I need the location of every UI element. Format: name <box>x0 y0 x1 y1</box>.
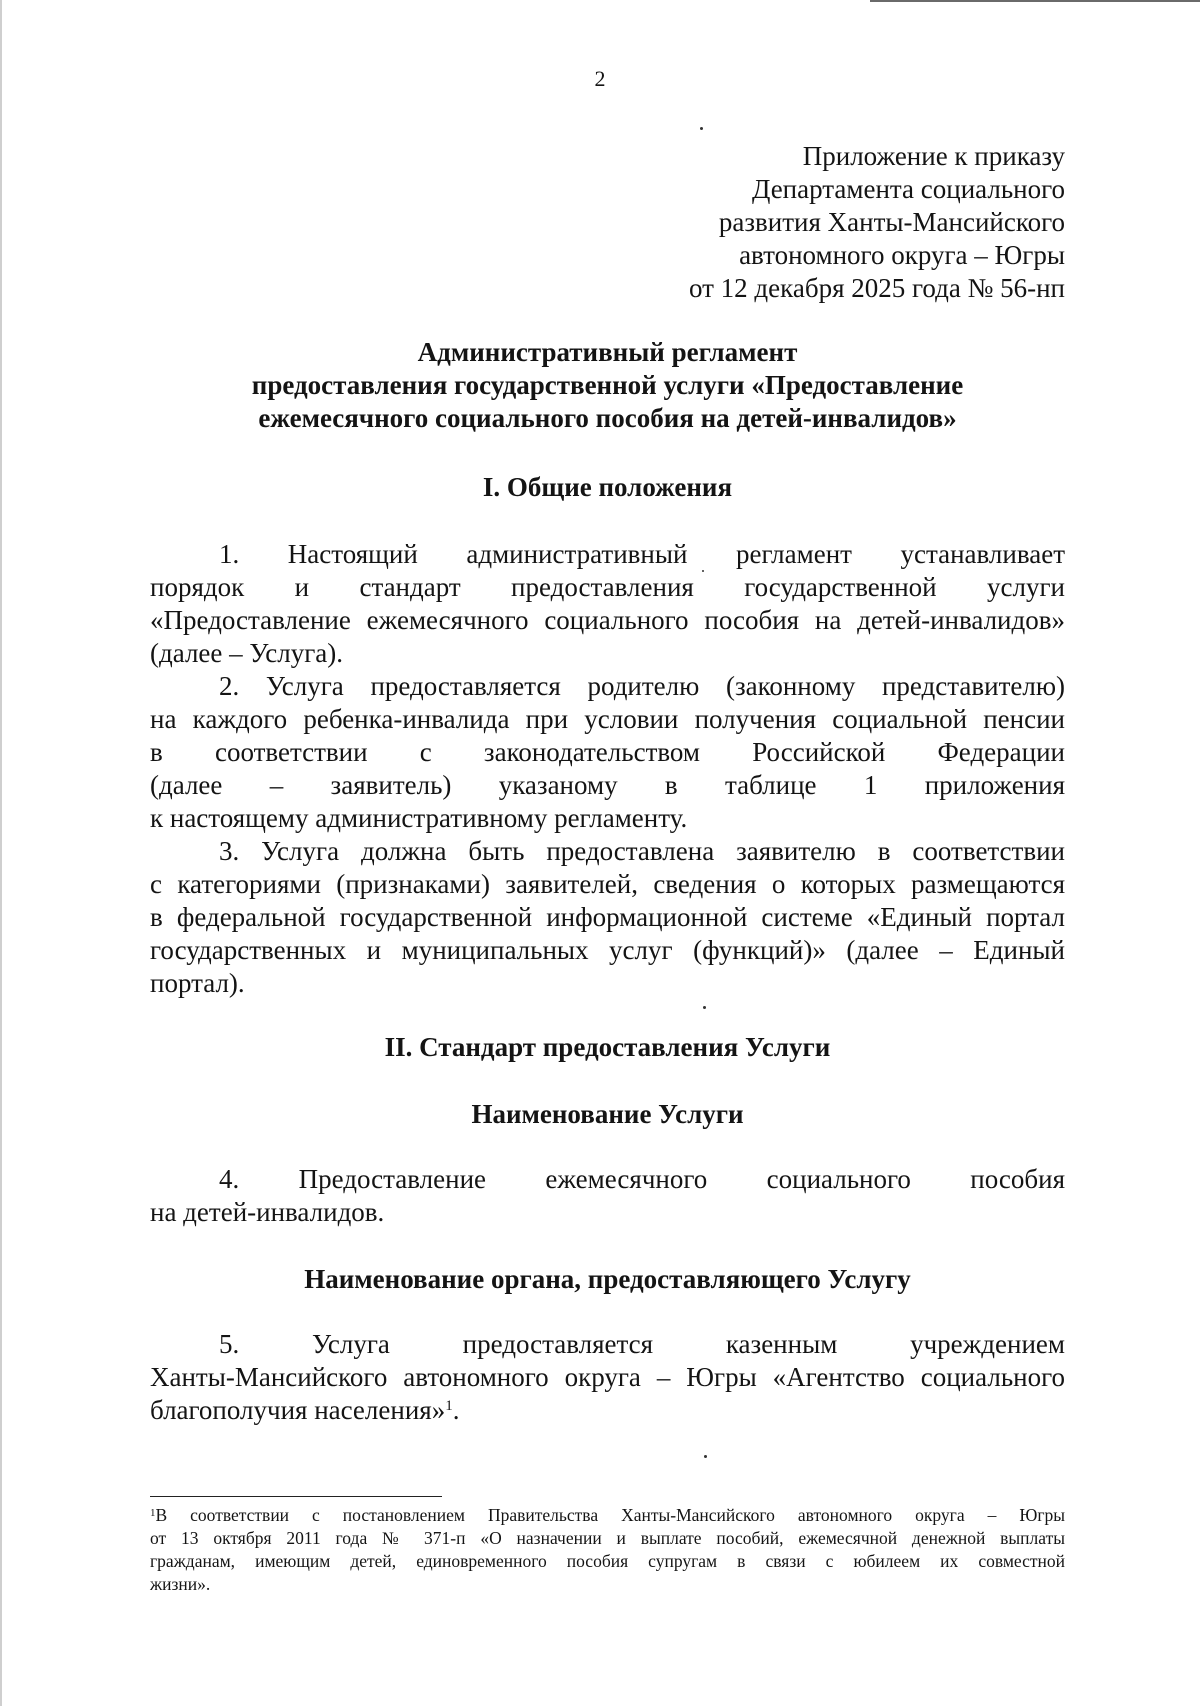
scan-speck <box>703 1006 706 1009</box>
paragraph-line: в федеральной государственной информационной системе «Единый портал <box>150 902 1065 932</box>
footnote-line: жизни». <box>150 1574 211 1594</box>
scan-edge-top <box>870 0 1200 2</box>
paragraph-line: в соответствии с законодательством Российской Федерации <box>150 737 1065 767</box>
paragraph-line: на детей-инвалидов. <box>150 1197 385 1227</box>
paragraph-3 <box>150 835 1065 1000</box>
paragraph-5 <box>150 1328 1065 1427</box>
footnote-reference[interactable]: 1 <box>445 1398 453 1414</box>
paragraph-line: портал). <box>150 968 245 998</box>
paragraph-line: к настоящему административному регламенту. <box>150 803 688 833</box>
paragraph-line: 4. Предоставление ежемесячного социального пособия <box>219 1164 1065 1194</box>
scan-edge-left <box>0 0 2 1706</box>
scan-speck <box>704 1455 707 1458</box>
paragraph-line: (далее – заявитель) указаному в таблице 1 приложения <box>150 770 1065 800</box>
paragraph-line: с категориями (признаками) заявителей, сведения о которых размещаются <box>150 869 1065 899</box>
footnote-divider <box>150 1496 442 1497</box>
paragraph-line: порядок и стандарт предоставления государственной услуги <box>150 572 1065 602</box>
paragraph-line: «Предоставление ежемесячного социального пособия на детей-инвалидов» <box>150 605 1065 635</box>
approval-block <box>505 140 1065 305</box>
title-line: Административный регламент <box>417 337 798 367</box>
approval-line: от 12 декабря 2025 года № 56-нп <box>688 273 1065 303</box>
paragraph-line: 5. Услуга предоставляется казенным учреждением <box>219 1329 1065 1359</box>
page-number: 2 <box>594 66 606 91</box>
paragraph-line: государственных и муниципальных услуг (функций)» (далее – Единый <box>150 935 1065 965</box>
section-heading-general: I. Общие положения <box>482 472 733 502</box>
footnote-mark: 1 <box>150 1507 156 1519</box>
paragraph-line: Ханты-Мансийского автономного округа – Югры «Агентство социального <box>150 1362 1065 1392</box>
paragraph-line: на каждого ребенка-инвалида при условии получения социальной пенсии <box>150 704 1065 734</box>
approval-line: Департамента социального <box>751 174 1065 204</box>
footnote <box>150 1504 1065 1596</box>
paragraph-line: 3. Услуга должна быть предоставлена заявителю в соответствии <box>219 836 1065 866</box>
paragraph-line: 1. Настоящий административный регламент устанавливает <box>219 539 1065 569</box>
footnote-line: гражданам, имеющим детей, единовременного пособия супругам в связи с юбилеем их совместной <box>150 1551 1065 1571</box>
subheading-providing-body: Наименование органа, предоставляющего Услугу <box>304 1264 911 1294</box>
paragraph-tail: . <box>452 1395 460 1425</box>
paragraph-1 <box>150 538 1065 670</box>
paragraph-line-last <box>150 1394 1065 1427</box>
subheading-service-name: Наименование Услуги <box>471 1099 744 1129</box>
paragraph-text: благополучия населения» <box>150 1395 446 1425</box>
approval-line: Приложение к приказу <box>802 141 1065 171</box>
approval-line: развития Ханты-Мансийского <box>718 207 1065 237</box>
paragraph-2 <box>150 670 1065 835</box>
paragraph-4 <box>150 1163 1065 1229</box>
scan-speck <box>700 127 703 130</box>
section-heading-standard: II. Стандарт предоставления Услуги <box>384 1032 831 1062</box>
title-line: предоставления государственной услуги «Предоставление <box>251 370 964 400</box>
footnote-line: от 13 октября 2011 года № 371-п «О назначении и выплате пособий, ежемесячной денежной выплаты <box>150 1528 1065 1548</box>
footnote-text: В соответствии с постановлением Правительства Ханты-Мансийского автономного округа – Югры <box>155 1505 1065 1525</box>
title-line: ежемесячного социального пособия на детей-инвалидов» <box>258 403 957 433</box>
approval-line: автономного округа – Югры <box>739 240 1065 270</box>
document-title <box>150 336 1065 435</box>
paragraph-line: (далее – Услуга). <box>150 638 344 668</box>
footnote-line <box>150 1504 1065 1527</box>
paragraph-line: 2. Услуга предоставляется родителю (законному представителю) <box>219 671 1065 701</box>
scan-speck <box>702 570 704 572</box>
